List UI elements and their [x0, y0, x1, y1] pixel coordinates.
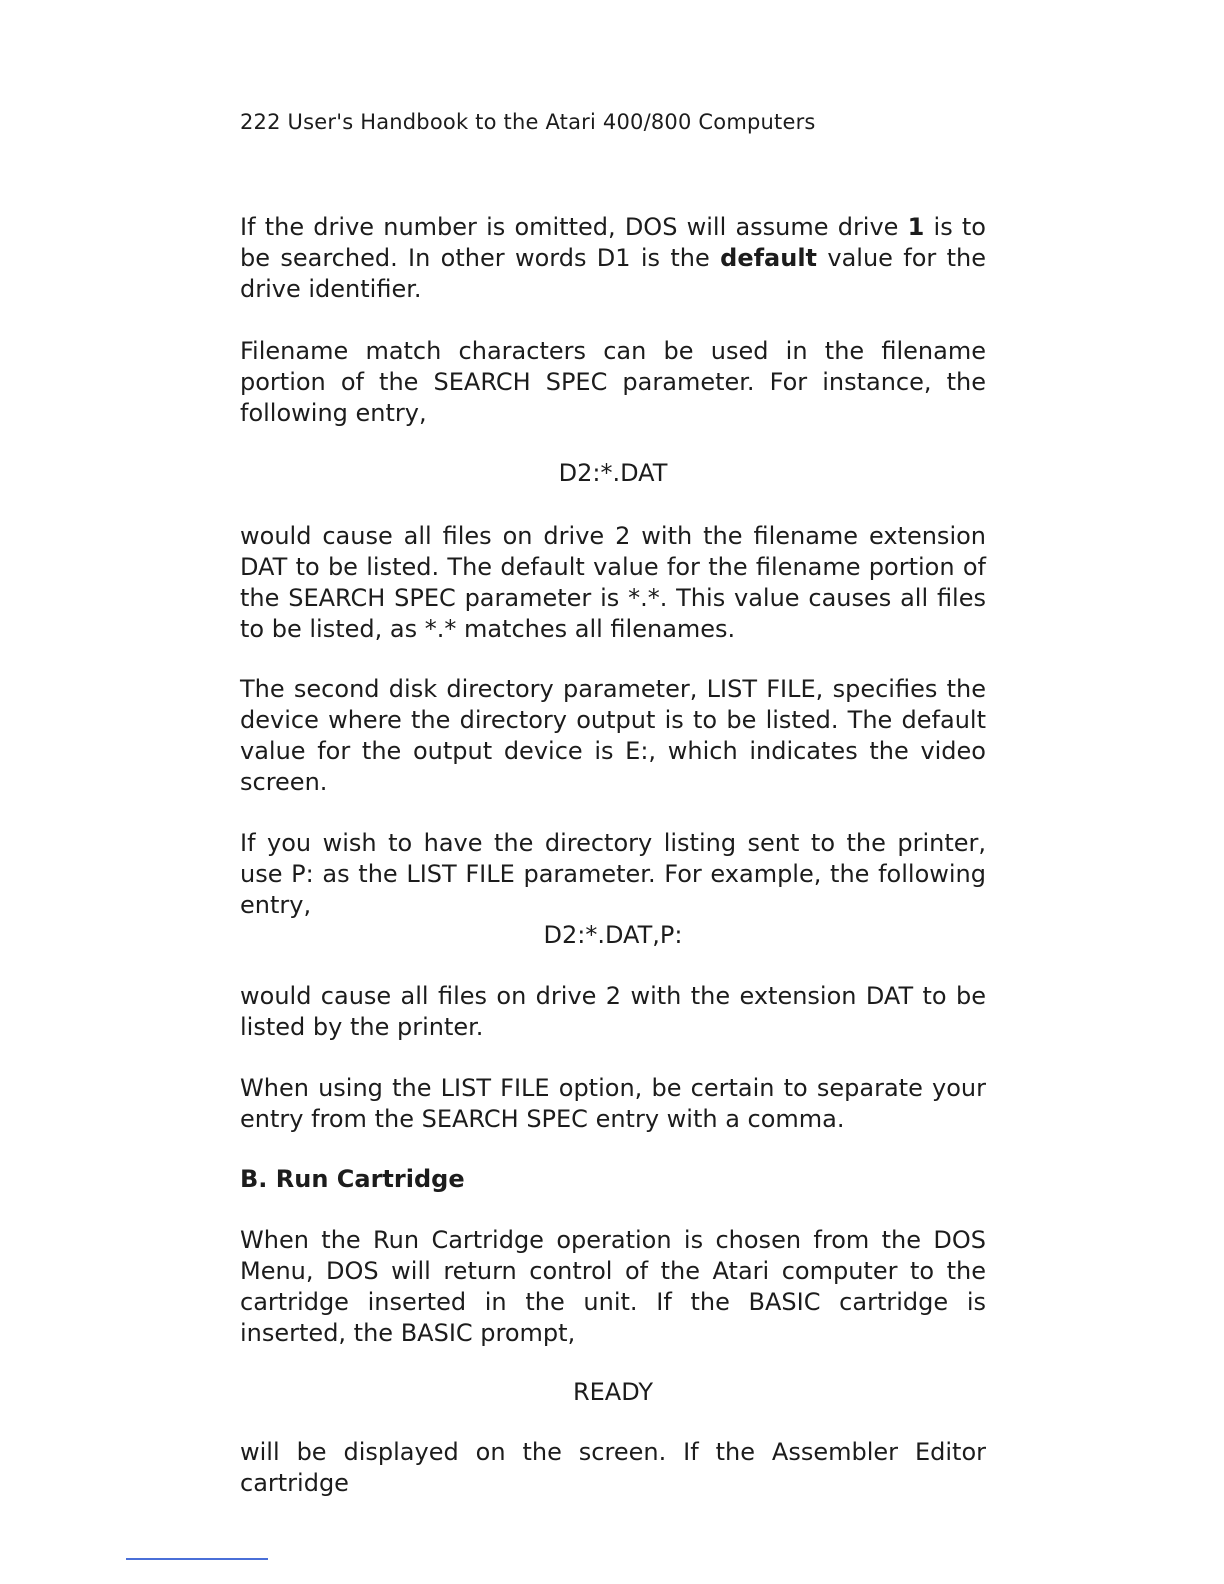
paragraph-text: If the drive number is omitted, DOS will assume drive: [240, 213, 908, 241]
paragraph-comma: When using the LIST FILE option, be certain to separate your entry from the SEARCH SPEC entry with a comma.: [240, 1074, 986, 1133]
paragraph-text: is to be searched. In other words D1 is the: [240, 213, 986, 272]
running-head: 222 User's Handbook to the Atari 400/800 Computers: [240, 110, 816, 134]
code-example-dat: D2:*.DAT: [558, 459, 668, 487]
paragraph-default-value: would cause all files on drive 2 with the filename extension DAT to be listed. The default value for the filename portion of the SEARCH SPEC parameter is *.*. This value causes all files to be listed, as *.* matches all filenames.: [240, 522, 986, 643]
section-heading-run-cartridge: B. Run Cartridge: [240, 1165, 465, 1193]
bold-drive-one: 1: [907, 213, 925, 241]
paragraph-printer: If you wish to have the directory listing sent to the printer, use P: as the LIST FILE parameter. For example, the following entry,: [240, 829, 986, 919]
paragraph-printer-result: would cause all files on drive 2 with the extension DAT to be listed by the printer.: [240, 982, 986, 1041]
paragraph-filename-match: Filename match characters can be used in the filename portion of the SEARCH SPEC parameter. For instance, the following entry,: [240, 337, 986, 427]
code-example-ready: READY: [572, 1378, 654, 1406]
paragraph-assembler: will be displayed on the screen. If the Assembler Editor cartridge: [240, 1438, 986, 1497]
bottom-rule: [126, 1558, 268, 1560]
bold-default: default: [720, 244, 818, 272]
paragraph-text: value for the drive identifier.: [240, 244, 987, 303]
paragraph-list-file: The second disk directory parameter, LIST FILE, specifies the device where the directory output is to be listed. The default value for the output device is E:, which indicates the video screen.: [240, 675, 986, 796]
code-example-printer: D2:*.DAT,P:: [543, 921, 683, 949]
paragraph-drive-number: [240, 212, 986, 305]
paragraph-run-cartridge: When the Run Cartridge operation is chosen from the DOS Menu, DOS will return control of the Atari computer to the cartridge inserted in the unit. If the BASIC cartridge is inserted, the BASIC prompt,: [240, 1226, 986, 1347]
